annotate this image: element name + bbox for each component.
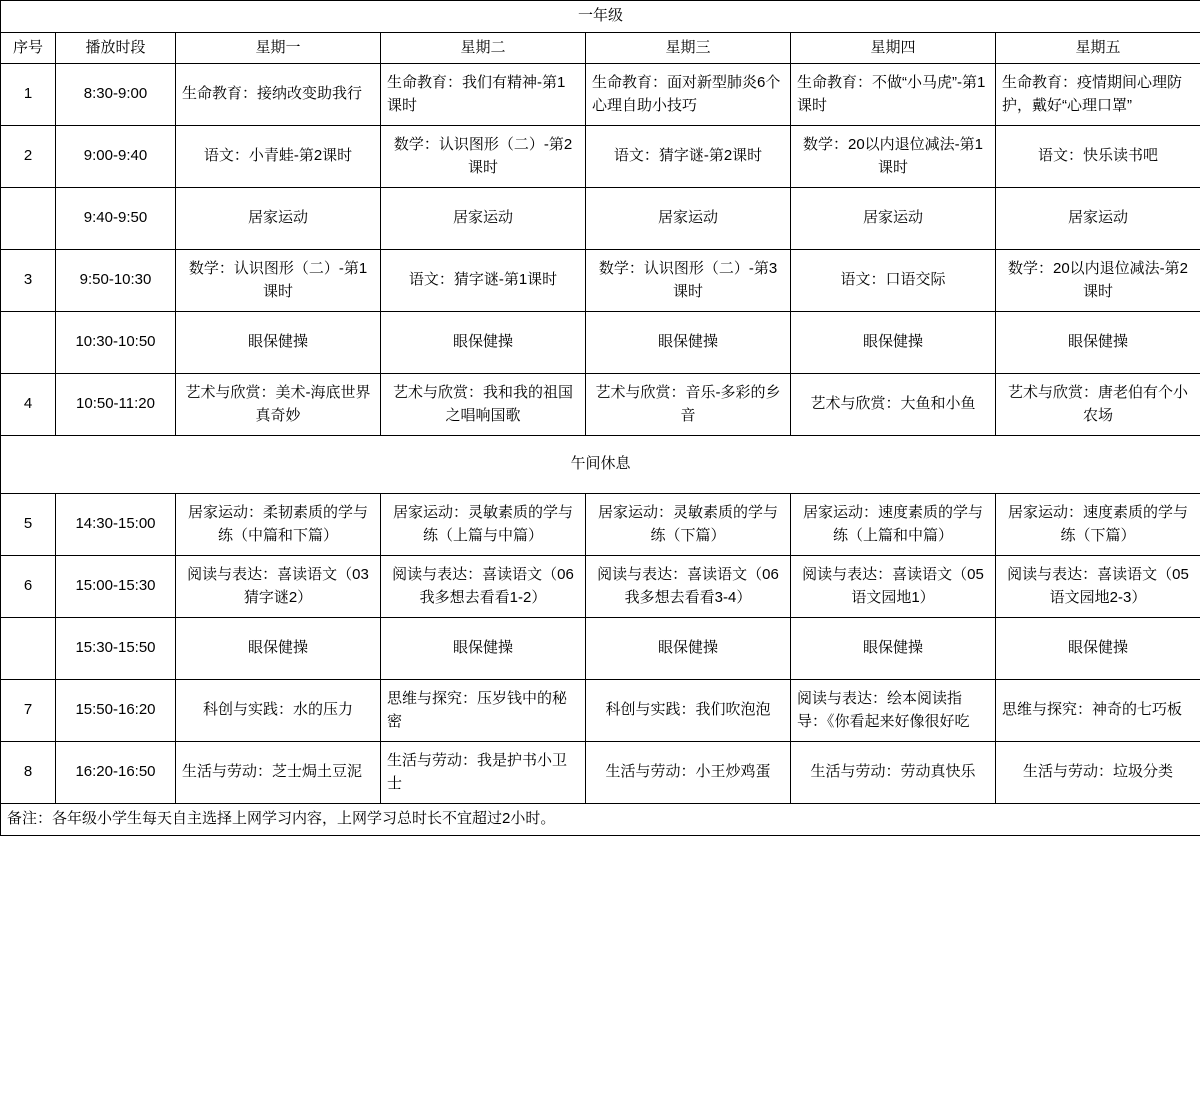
row-time: 9:00-9:40 [56, 126, 176, 188]
row-time: 14:30-15:00 [56, 494, 176, 556]
column-header-tuesday: 星期二 [381, 32, 586, 64]
row-cell: 居家运动：柔韧素质的学与练（中篇和下篇） [176, 494, 381, 556]
row-cell: 阅读与表达：喜读语文（06 我多想去看看1-2） [381, 556, 586, 618]
row-cell: 居家运动 [791, 188, 996, 250]
table-row [1, 494, 1200, 556]
row-cell: 艺术与欣赏：美术-海底世界真奇妙 [176, 374, 381, 436]
row-index: 1 [1, 64, 56, 126]
row-cell: 居家运动：速度素质的学与练（上篇和中篇） [791, 494, 996, 556]
row-cell: 居家运动 [996, 188, 1200, 250]
column-header-index: 序号 [1, 32, 56, 64]
page-title: 一年级 [1, 1, 1200, 33]
row-cell: 语文：猜字谜-第2课时 [586, 126, 791, 188]
row-cell: 语文：口语交际 [791, 250, 996, 312]
table-row [1, 64, 1200, 126]
row-cell: 艺术与欣赏：大鱼和小鱼 [791, 374, 996, 436]
row-cell: 科创与实践：我们吹泡泡 [586, 680, 791, 742]
row-cell: 语文：猜字谜-第1课时 [381, 250, 586, 312]
row-cell: 生命教育：面对新型肺炎6个心理自助小技巧 [586, 64, 791, 126]
row-time: 8:30-9:00 [56, 64, 176, 126]
row-cell: 思维与探究：神奇的七巧板 [996, 680, 1200, 742]
table-row [1, 556, 1200, 618]
row-cell: 居家运动：灵敏素质的学与练（下篇） [586, 494, 791, 556]
row-cell: 眼保健操 [996, 618, 1200, 680]
row-cell: 眼保健操 [381, 312, 586, 374]
table-row [1, 250, 1200, 312]
note-row [1, 804, 1200, 836]
row-cell: 语文：快乐读书吧 [996, 126, 1200, 188]
row-cell: 数学：20以内退位减法-第1课时 [791, 126, 996, 188]
row-cell: 语文：小青蛙-第2课时 [176, 126, 381, 188]
row-index: 3 [1, 250, 56, 312]
row-index: 5 [1, 494, 56, 556]
row-time: 9:40-9:50 [56, 188, 176, 250]
row-index [1, 188, 56, 250]
row-cell: 数学：20以内退位减法-第2课时 [996, 250, 1200, 312]
row-cell: 眼保健操 [791, 312, 996, 374]
row-index [1, 312, 56, 374]
row-cell: 科创与实践：水的压力 [176, 680, 381, 742]
table-row [1, 374, 1200, 436]
row-cell: 眼保健操 [586, 312, 791, 374]
row-cell: 阅读与表达：喜读语文（05语文园地2-3） [996, 556, 1200, 618]
row-time: 15:50-16:20 [56, 680, 176, 742]
row-cell: 居家运动：灵敏素质的学与练（上篇与中篇） [381, 494, 586, 556]
row-index: 2 [1, 126, 56, 188]
row-cell: 生活与劳动：我是护书小卫士 [381, 742, 586, 804]
row-time: 10:30-10:50 [56, 312, 176, 374]
row-cell: 数学：认识图形（二）-第1课时 [176, 250, 381, 312]
row-cell: 生活与劳动：芝士焗土豆泥 [176, 742, 381, 804]
row-cell: 居家运动 [586, 188, 791, 250]
row-cell: 数学：认识图形（二）-第2课时 [381, 126, 586, 188]
row-index [1, 618, 56, 680]
row-time: 16:20-16:50 [56, 742, 176, 804]
row-index: 4 [1, 374, 56, 436]
table-row [1, 680, 1200, 742]
header-row [1, 32, 1200, 64]
row-cell: 生命教育：接纳改变助我行 [176, 64, 381, 126]
column-header-monday: 星期一 [176, 32, 381, 64]
row-cell: 居家运动：速度素质的学与练（下篇） [996, 494, 1200, 556]
row-time: 15:00-15:30 [56, 556, 176, 618]
row-cell: 生命教育：不做“小马虎”-第1课时 [791, 64, 996, 126]
row-time: 10:50-11:20 [56, 374, 176, 436]
column-header-wednesday: 星期三 [586, 32, 791, 64]
row-cell: 思维与探究：压岁钱中的秘密 [381, 680, 586, 742]
table-row [1, 188, 1200, 250]
row-cell: 眼保健操 [381, 618, 586, 680]
column-header-friday: 星期五 [996, 32, 1200, 64]
row-cell: 眼保健操 [176, 618, 381, 680]
row-time: 15:30-15:50 [56, 618, 176, 680]
row-cell: 眼保健操 [586, 618, 791, 680]
row-cell: 阅读与表达：喜读语文（05语文园地1） [791, 556, 996, 618]
footer-note: 备注：各年级小学生每天自主选择上网学习内容，上网学习总时长不宜超过2小时。 [1, 804, 1200, 836]
row-time: 9:50-10:30 [56, 250, 176, 312]
row-cell: 阅读与表达：喜读语文（06 我多想去看看3-4） [586, 556, 791, 618]
row-cell: 居家运动 [176, 188, 381, 250]
title-row [1, 1, 1200, 33]
row-cell: 艺术与欣赏：音乐-多彩的乡音 [586, 374, 791, 436]
column-header-thursday: 星期四 [791, 32, 996, 64]
row-cell: 阅读与表达：喜读语文（03猜字谜2） [176, 556, 381, 618]
row-cell: 艺术与欣赏：唐老伯有个小农场 [996, 374, 1200, 436]
row-cell: 眼保健操 [996, 312, 1200, 374]
table-row [1, 742, 1200, 804]
row-cell: 数学：认识图形（二）-第3课时 [586, 250, 791, 312]
row-cell: 生活与劳动：小王炒鸡蛋 [586, 742, 791, 804]
row-index: 8 [1, 742, 56, 804]
row-cell: 艺术与欣赏：我和我的祖国之唱响国歌 [381, 374, 586, 436]
row-cell: 阅读与表达：绘本阅读指导：《你看起来好像很好吃 [791, 680, 996, 742]
table-row [1, 312, 1200, 374]
row-cell: 眼保健操 [791, 618, 996, 680]
row-index: 7 [1, 680, 56, 742]
row-cell: 眼保健操 [176, 312, 381, 374]
row-index: 6 [1, 556, 56, 618]
column-header-time: 播放时段 [56, 32, 176, 64]
row-cell: 居家运动 [381, 188, 586, 250]
table-row [1, 126, 1200, 188]
lunch-break-row [1, 436, 1200, 494]
table-row [1, 618, 1200, 680]
row-cell: 生活与劳动：劳动真快乐 [791, 742, 996, 804]
row-cell: 生命教育：我们有精神-第1课时 [381, 64, 586, 126]
lunch-break-label: 午间休息 [1, 436, 1200, 494]
row-cell: 生命教育：疫情期间心理防护，戴好“心理口罩” [996, 64, 1200, 126]
row-cell: 生活与劳动：垃圾分类 [996, 742, 1200, 804]
